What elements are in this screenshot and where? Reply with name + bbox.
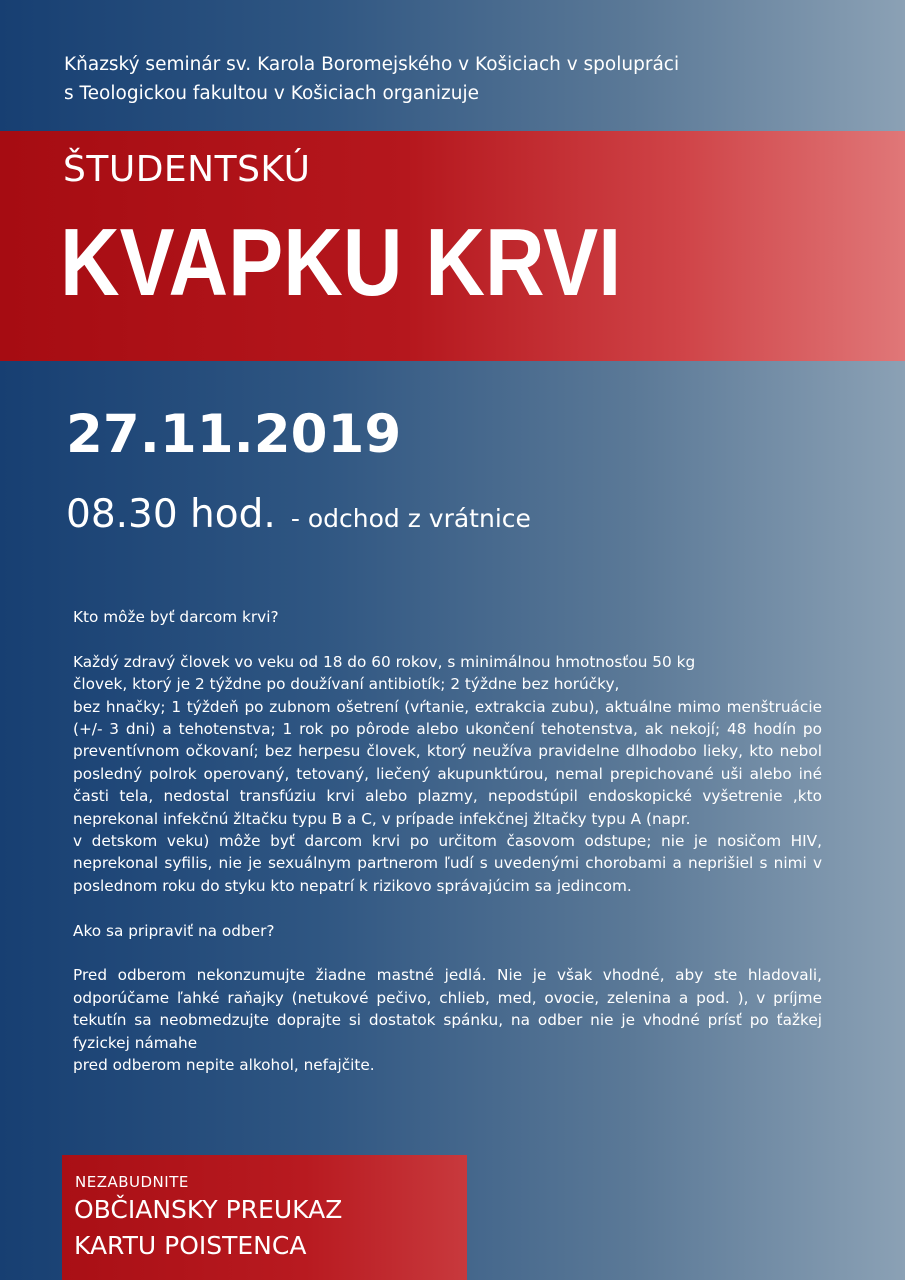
prep-answer (73, 964, 822, 1076)
info-content (73, 606, 822, 1099)
donor-answer-paragraph-3: bez hnačky; 1 týždeň po zubnom ošetrení (vŕtanie, extrakcia zubu), aktuálne mimo menštruácie (+/- 3 dni) a tehotenstva; 1 rok po pôrode alebo ukončení tehotenstva, ak nekojí; 48 hodín po preventívnom očkovaní; bez herpesu človek, ktorý neužíva pravidelne dlhodobo lieky, kto nebol posledný polrok operovaný, tetovaný, liečený akupunktúrou, nemal prepichované uši alebo iné časti tela, nedostal transfúziu krvi alebo plazmy, nepodstúpil endoskopické vyšetrenie ,kto neprekonal infekčnú žltačku typu B a C, v prípade infekčnej žltačky typu A (napr. (73, 697, 822, 828)
reminder-item-id-card: OBČIANSKY PREUKAZ (74, 1195, 343, 1224)
prep-answer-line-2: pred odberom nepite alkohol, nefajčite. (73, 1056, 375, 1075)
donor-answer-paragraph-4: v detskom veku) môže byť darcom krvi po určitom časovom odstupe; nie je nosičom HIV, neprekonal syfilis, nie je sexuálnym partnerom ľudí s uvedenými chorobami a neprišiel s nimi v poslednom roku do styku kto nepatrí k rizikovo správajúcim sa jedincom. (73, 832, 822, 895)
event-date: 27.11.2019 (66, 404, 402, 465)
event-time-row (66, 488, 531, 546)
prep-answer-paragraph-1: Pred odberom nekonzumujte žiadne mastné jedlá. Nie je však vhodné, aby ste hladovali, odporúčame ľahké raňajky (netukové pečivo, chlieb, med, ovocie, zelenina a pod. ), v príjme tekutín sa neobmedzujte doprajte si dostatok spánku, na odber nie je vhodné prísť po ťažkej fyzickej námahe (73, 966, 822, 1052)
organizer-text (64, 50, 824, 108)
event-time: 08.30 hod. (66, 492, 276, 537)
donor-question: Kto môže byť darcom krvi? (73, 608, 279, 626)
donor-answer-line-1: Každý zdravý človek vo veku od 18 do 60 rokov, s minimálnou hmotnosťou 50 kg (73, 652, 696, 671)
reminder-item-insurance-card: KARTU POISTENCA (74, 1231, 307, 1260)
title-subheading: ŠTUDENTSKÚ (63, 149, 311, 190)
reminder-box (62, 1155, 467, 1280)
organizer-line-1: Kňazský seminár sv. Karola Boromejského v Košiciach v spolupráci (64, 54, 680, 75)
event-time-note: - odchod z vrátnice (290, 504, 531, 533)
donor-answer-line-2: človek, ktorý je 2 týždne po doužívaní antibiotík; 2 týždne bez horúčky, (73, 675, 620, 694)
prep-question: Ako sa pripraviť na odber? (73, 921, 275, 940)
donor-answer (73, 651, 822, 897)
title-heading: KVAPKU KRVI (60, 209, 622, 316)
organizer-line-2: s Teologickou fakultou v Košiciach organizuje (64, 83, 479, 104)
reminder-label: NEZABUDNITE (75, 1173, 189, 1191)
